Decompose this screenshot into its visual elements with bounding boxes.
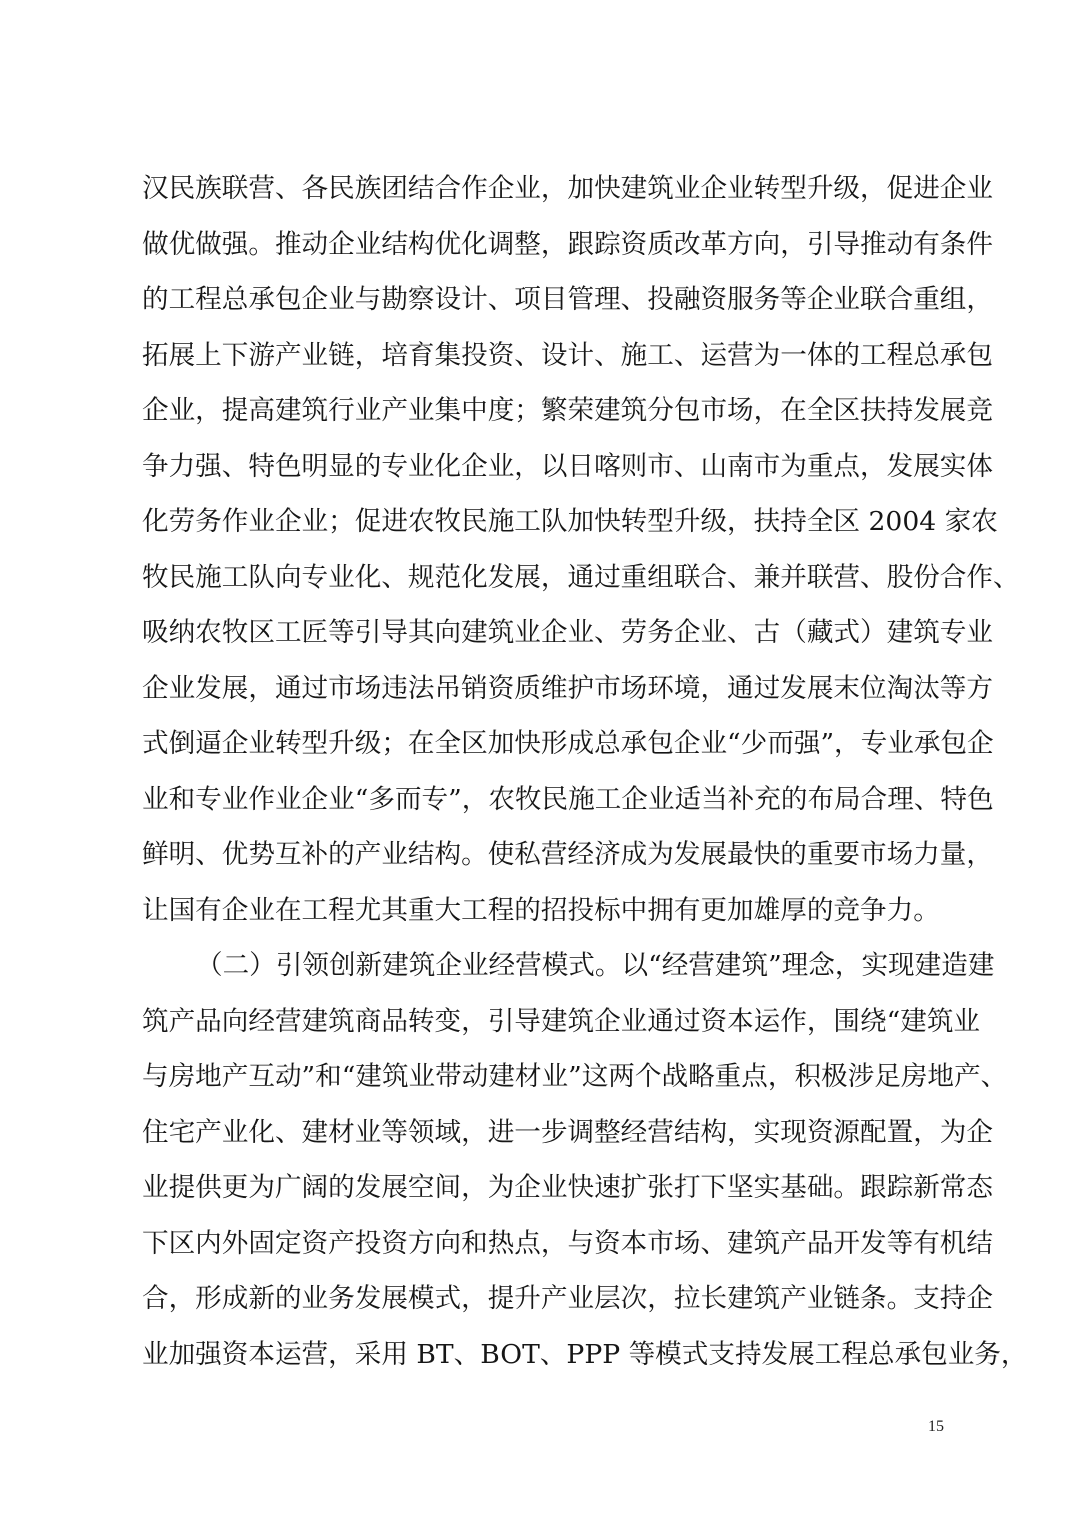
text-line: 筑产品向经营建筑商品转变，引导建筑企业通过资本运作，围绕“建筑业 [142,1005,980,1037]
text-line: 鲜明、优势互补的产业结构。使私营经济成为发展最快的重要市场力量， [142,839,993,870]
paragraph-2 [142,938,1028,1382]
text-line: 住宅产业化、建材业等领域，进一步调整经营结构，实现资源配置，为企 [142,1116,993,1148]
body-text [142,161,1028,1382]
text-line: 业加强资本运营，采用 BT、BOT、PPP 等模式支持发展工程总承包业务， [142,1338,1028,1370]
text-line: 的工程总承包企业与勘察设计、项目管理、投融资服务等企业联合重组， [142,284,993,315]
text-line: 做优做强。推动企业结构优化调整，跟踪资质改革方向，引导推动有条件 [142,228,993,260]
page-number: 15 [928,1418,944,1435]
text-line: 业和专业作业企业“多而专”，农牧民施工企业适当补充的布局合理、特色 [142,783,994,815]
section-heading: （二）引领创新建筑企业经营模式。 [196,950,622,981]
text-line: 式倒逼企业转型升级；在全区加快形成总承包企业“少而强”，专业承包企 [142,728,994,759]
text-line: 争力强、特色明显的专业化企业，以日喀则市、山南市为重点，发展实体 [142,450,993,482]
text-line: 企业，提高建筑行业产业集中度；繁荣建筑分包市场，在全区扶持发展竞 [142,395,993,426]
text-line: 汉民族联营、各民族团结合作企业，加快建筑业企业转型升级，促进企业 [142,173,993,204]
text-line: 吸纳农牧区工匠等引导其向建筑业企业、劳务企业、古（藏式）建筑专业 [142,617,993,648]
text-line [142,938,995,994]
heading-line-text: 以“经营建筑”理念，实现建造建 [621,950,995,981]
text-line: 业提供更为广阔的发展空间，为企业快速扩张打下坚实基础。跟踪新常态 [142,1172,993,1203]
text-line: 下区内外固定资产投资方向和热点，与资本市场、建筑产品开发等有机结 [142,1227,993,1259]
text-line: 合，形成新的业务发展模式，提升产业层次，拉长建筑产业链条。支持企 [142,1283,993,1314]
text-line: 让国有企业在工程尤其重大工程的招投标中拥有更加雄厚的竞争力。 [142,894,940,926]
text-line: 牧民施工队向专业化、规范化发展，通过重组联合、兼并联营、股份合作、 [142,561,1020,593]
text-line: 企业发展，通过市场违法吊销资质维护市场环境，通过发展末位淘汰等方 [142,672,993,704]
text-line: 与房地产互动”和“建筑业带动建材业”这两个战略重点，积极涉足房地产、 [142,1061,1008,1092]
text-line: 化劳务作业企业；促进农牧民施工队加快转型升级，扶持全区 2004 家农 [142,506,998,537]
paragraph-1 [142,161,1020,938]
text-line: 拓展上下游产业链，培育集投资、设计、施工、运营为一体的工程总承包 [142,339,993,371]
